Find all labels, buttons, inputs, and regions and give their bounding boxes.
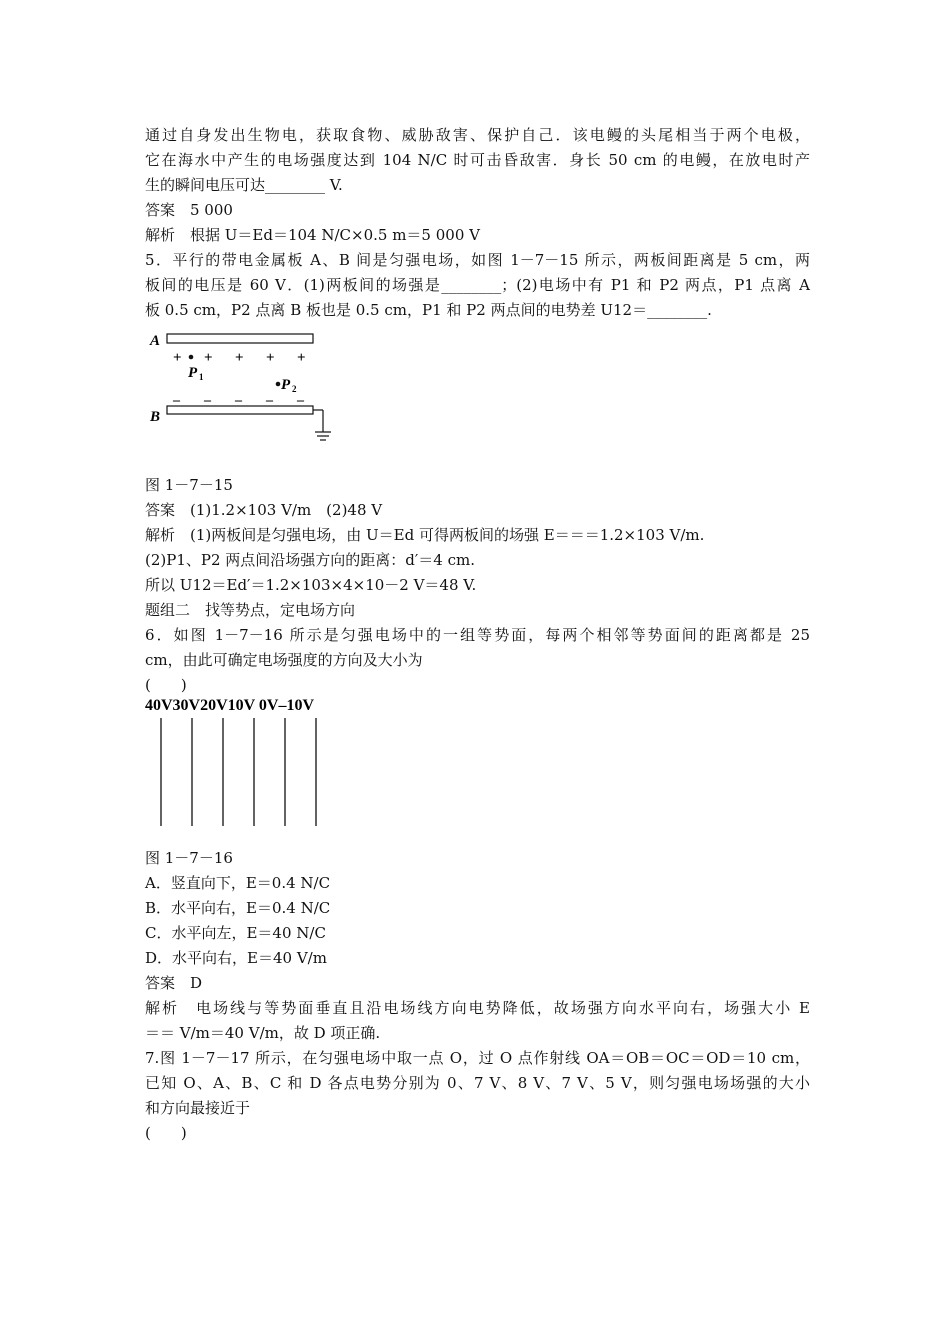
text-line: 生的瞬间电压可达________ V. <box>145 176 343 194</box>
point-p2-subscript: 2 <box>292 384 297 394</box>
point-p1-label: P <box>188 365 198 381</box>
minus-sign: – <box>266 393 273 408</box>
option-a: A．竖直向下，E＝0.4 N/C <box>145 874 331 892</box>
answer-blank: ( ) <box>145 676 187 694</box>
question-6: 6．如图 1－7－16 所示是匀强电场中的一组等势面，每两个相邻等势面间的距离都是 25 <box>145 626 810 644</box>
answer-line: 答案 D <box>145 974 203 992</box>
minus-sign: – <box>204 393 211 408</box>
plus-sign: + <box>235 350 244 366</box>
question-7: 7.图 1－7－17 所示，在匀强电场中取一点 O，过 O 点作射线 OA＝OB＝OC＝OD＝10 cm， <box>145 1049 810 1067</box>
plate-b-label: B <box>150 409 161 425</box>
text-line: 所以 U12＝Ed′＝1.2×103×4×10－2 V＝48 V. <box>145 576 477 594</box>
answer-blank: ( ) <box>145 1124 187 1142</box>
point-p2-dot <box>276 382 281 387</box>
option-d: D．水平向右，E＝40 V/m <box>145 949 327 967</box>
answer-line: 答案 5 000 <box>145 201 233 219</box>
figure-caption: 图 1－7－16 <box>145 849 233 867</box>
figure-1-7-15 <box>145 328 345 448</box>
text-line: cm，由此可确定电场强度的方向及大小为 <box>145 651 423 669</box>
text-line: 板 0.5 cm，P2 点离 B 板也是 0.5 cm，P1 和 P2 两点间的电势差 U12＝________. <box>145 301 712 319</box>
answer-line: 答案 (1)1.2×103 V/m (2)48 V <box>145 501 383 519</box>
plus-sign: + <box>266 350 275 366</box>
minus-sign: – <box>235 393 242 408</box>
text-line: 板间的电压是 60 V．(1)两板间的场强是________；(2)电场中有 P1 和 P2 两点，P1 点离 A <box>145 276 810 294</box>
plate-a-label: A <box>150 333 161 349</box>
text-line: ＝＝ V/m＝40 V/m，故 D 项正确. <box>145 1024 381 1042</box>
analysis-line: 解析 根据 U＝Ed＝104 N/C×0.5 m＝5 000 V <box>145 226 480 244</box>
point-p1-subscript: 1 <box>199 372 204 382</box>
text-line: 已知 O、A、B、C 和 D 各点电势分别为 0、7 V、8 V、7 V、5 V，则匀强电场场强的大小 <box>145 1074 810 1092</box>
figure-caption: 图 1－7－15 <box>145 476 233 494</box>
text-line: 和方向最接近于 <box>145 1099 251 1117</box>
analysis-line: 解析 (1)两板间是匀强电场，由 U＝Ed 可得两板间的场强 E＝＝＝1.2×103 V/m. <box>145 526 705 544</box>
point-p2-label: P <box>281 377 291 393</box>
minus-sign: – <box>173 393 180 408</box>
text-line: 它在海水中产生的电场强度达到 104 N/C 时可击昏敌害．身长 50 cm 的电鳗，在放电时产 <box>145 151 810 169</box>
plus-sign: + <box>204 350 213 366</box>
plus-sign: + <box>173 350 182 366</box>
option-c: C．水平向左，E＝40 N/C <box>145 924 326 942</box>
text-line: (2)P1、P2 两点间沿场强方向的距离：d′＝4 cm. <box>145 551 476 569</box>
option-b: B．水平向右，E＝0.4 N/C <box>145 899 331 917</box>
point-p1-dot <box>189 355 194 360</box>
text-line: 通过自身发出生物电，获取食物、威胁敌害、保护自己．该电鳗的头尾相当于两个电极， <box>145 126 810 144</box>
analysis-line: 解析 电场线与等势面垂直且沿电场线方向电势降低，故场强方向水平向右，场强大小 E <box>145 999 810 1017</box>
minus-sign: – <box>297 393 304 408</box>
plate-a <box>167 334 313 343</box>
equipotential-labels: 40V30V20V10V 0V–10V <box>145 697 315 714</box>
plus-sign: + <box>297 350 306 366</box>
section-heading: 题组二 找等势点，定电场方向 <box>145 601 356 619</box>
question-5: 5．平行的带电金属板 A、B 间是匀强电场，如图 1－7－15 所示，两板间距离是 5 cm，两 <box>145 251 810 269</box>
figure-1-7-16 <box>145 694 355 830</box>
